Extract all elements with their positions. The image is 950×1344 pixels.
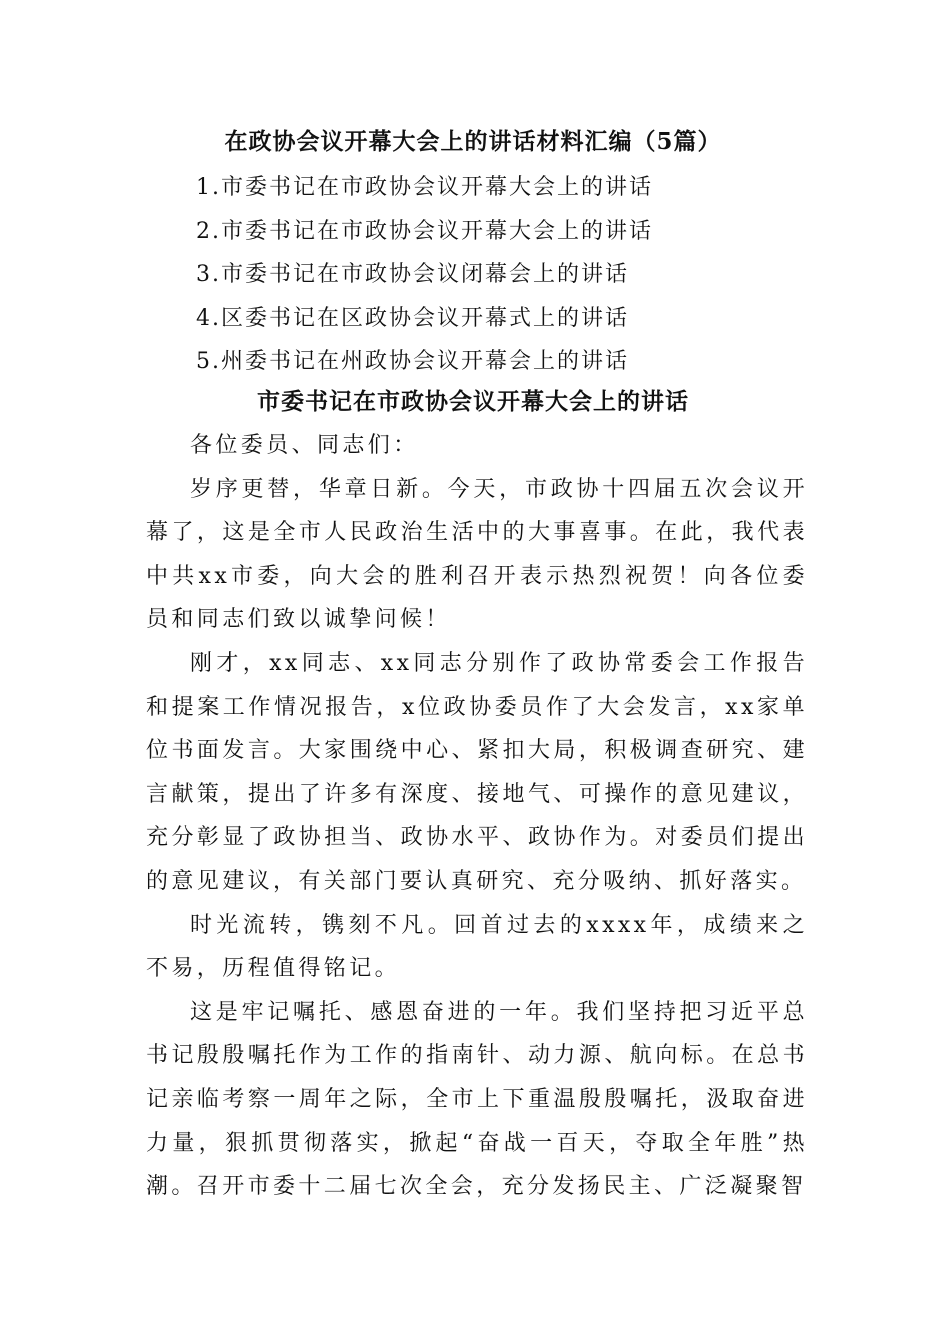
document-title: 在政协会议开幕大会上的讲话材料汇编（5篇）: [224, 128, 722, 155]
body-paragraph: 刚才，xx同志、xx同志分别作了政协常委会工作报告和提案工作情况报告，x位政协委员作了大会发言，xx家单位书面发言。大家围绕中心、紧扣大局，积极调查研究、建言献策，提出了许多有深度、接地气、可操作的意见建议，充分彰显了政协担当、政协水平、政协作为。对委员们提出的意见建议，有关部门要认真研究、充分吸纳、抓好落实。: [146, 650, 808, 894]
body-paragraph: 这是牢记嘱托、感恩奋进的一年。我们坚持把习近平总书记殷殷嘱托作为工作的指南针、动力源、航向标。在总书记亲临考察一周年之际，全市上下重温殷殷嘱托，汲取奋进力量，狠抓贯彻落实，掀起“奋战一百天，夺取全年胜”热潮。召开市委十二届七次全会，充分发扬民主、广泛凝聚智: [146, 999, 808, 1200]
body-paragraph: 岁序更替，华章日新。今天，市政协十四届五次会议开幕了，这是全市人民政治生活中的大事喜事。在此，我代表中共xx市委，向大会的胜利召开表示热烈祝贺！向各位委员和同志们致以诚挚问候！: [146, 476, 808, 633]
toc-item: 5.州委书记在州政协会议开幕会上的讲话: [196, 349, 629, 375]
salutation: 各位委员、同志们：: [190, 433, 419, 458]
table-of-contents: [196, 166, 653, 384]
toc-item: 2.市委书记在市政协会议开幕大会上的讲话: [196, 218, 653, 244]
toc-item: 4.区委书记在区政协会议开幕式上的讲话: [196, 305, 629, 331]
toc-item: 1.市委书记在市政协会议开幕大会上的讲话: [196, 175, 653, 200]
section-title: 市委书记在市政协会议开幕大会上的讲话: [257, 388, 689, 415]
document-body: [146, 424, 808, 1209]
toc-item: 3.市委书记在市政协会议闭幕会上的讲话: [196, 262, 629, 288]
body-paragraph: 时光流转，镌刻不凡。回首过去的xxxx年，成绩来之不易，历程值得铭记。: [146, 912, 808, 982]
